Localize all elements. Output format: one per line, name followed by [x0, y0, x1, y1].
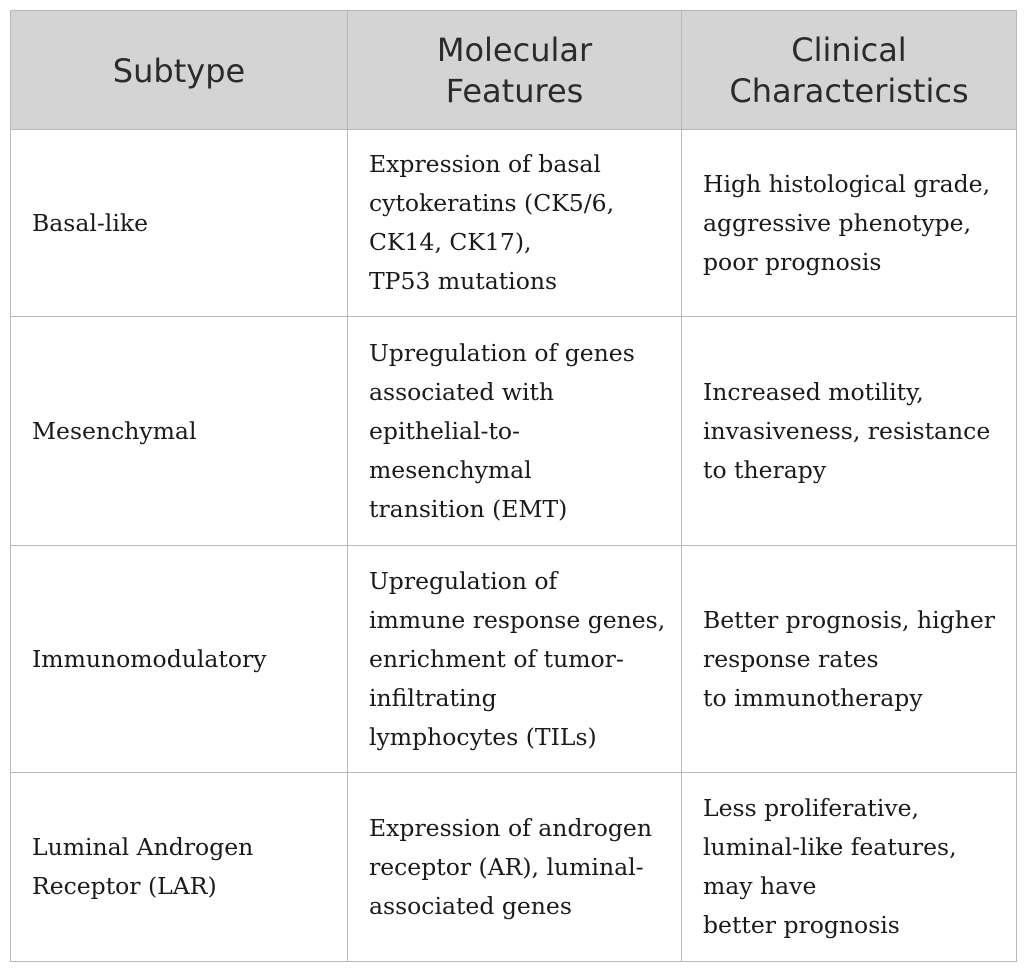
table-row — [11, 317, 1017, 546]
cell-line: Expression of androgen — [369, 813, 652, 842]
cell-line: associated genes — [369, 891, 572, 920]
header-clinical-line: Characteristics — [729, 72, 969, 110]
subtype-cell — [11, 130, 348, 317]
molecular-features-cell — [348, 546, 682, 773]
cell-line: cytokeratins (CK5/6, — [369, 189, 615, 217]
cell-line: Receptor (LAR) — [32, 872, 217, 900]
cell-line: to immunotherapy — [703, 683, 923, 712]
cell-line: transition (EMT) — [369, 494, 568, 523]
cell-line: invasiveness, resistance — [703, 416, 991, 445]
cell-line: lymphocytes (TILs) — [369, 722, 597, 751]
cell-line: may have — [703, 872, 817, 900]
molecular-features-cell — [348, 773, 682, 962]
cell-line: infiltrating — [369, 683, 497, 712]
cell-line: Upregulation of — [369, 566, 558, 595]
cell-line: epithelial-to- — [369, 416, 520, 445]
cell-line: response rates — [703, 644, 879, 673]
subtype-cell — [11, 773, 348, 962]
clinical-characteristics-cell — [682, 546, 1017, 773]
cell-line: Basal-like — [32, 208, 148, 237]
cell-line: Less proliferative, — [703, 794, 920, 822]
header-subtype — [11, 11, 348, 130]
header-row — [11, 11, 1017, 130]
cell-line: Immunomodulatory — [32, 644, 267, 673]
table-row — [11, 130, 1017, 317]
cell-line: Better prognosis, higher — [703, 605, 995, 634]
subtype-table — [10, 10, 1017, 962]
header-clinical-characteristics — [682, 11, 1017, 130]
cell-line: Luminal Androgen — [32, 833, 254, 861]
table-header — [11, 11, 1017, 130]
header-molecular-features — [348, 11, 682, 130]
clinical-characteristics-cell — [682, 773, 1017, 962]
subtype-cell — [11, 317, 348, 546]
cell-line: High histological grade, — [703, 169, 991, 198]
cell-line: enrichment of tumor- — [369, 644, 624, 673]
cell-line: Upregulation of genes — [369, 338, 635, 367]
cell-line: to therapy — [703, 455, 827, 484]
table-row — [11, 773, 1017, 962]
header-molecular-line: Molecular — [436, 31, 593, 69]
cell-line: mesenchymal — [369, 455, 532, 484]
table-row — [11, 546, 1017, 773]
molecular-features-cell — [348, 317, 682, 546]
header-molecular-line: Features — [445, 72, 584, 110]
table-body — [11, 130, 1017, 962]
cell-line: luminal-like features, — [703, 833, 957, 861]
cell-line: CK14, CK17), — [369, 228, 532, 256]
cell-line: immune response genes, — [369, 605, 666, 634]
cell-line: TP53 mutations — [369, 267, 558, 295]
cell-line: Increased motility, — [703, 377, 924, 406]
cell-line: associated with — [369, 377, 555, 406]
header-clinical-line: Clinical — [791, 31, 907, 69]
cell-line: Mesenchymal — [32, 416, 197, 445]
molecular-features-cell — [348, 130, 682, 317]
cell-line: better prognosis — [703, 911, 900, 939]
cell-line: Expression of basal — [369, 150, 601, 178]
cell-line: aggressive phenotype, — [703, 208, 972, 237]
cell-line: poor prognosis — [703, 247, 882, 276]
cell-line: receptor (AR), luminal- — [369, 852, 644, 881]
clinical-characteristics-cell — [682, 130, 1017, 317]
subtype-cell — [11, 546, 348, 773]
header-subtype-line: Subtype — [112, 51, 246, 90]
clinical-characteristics-cell — [682, 317, 1017, 546]
